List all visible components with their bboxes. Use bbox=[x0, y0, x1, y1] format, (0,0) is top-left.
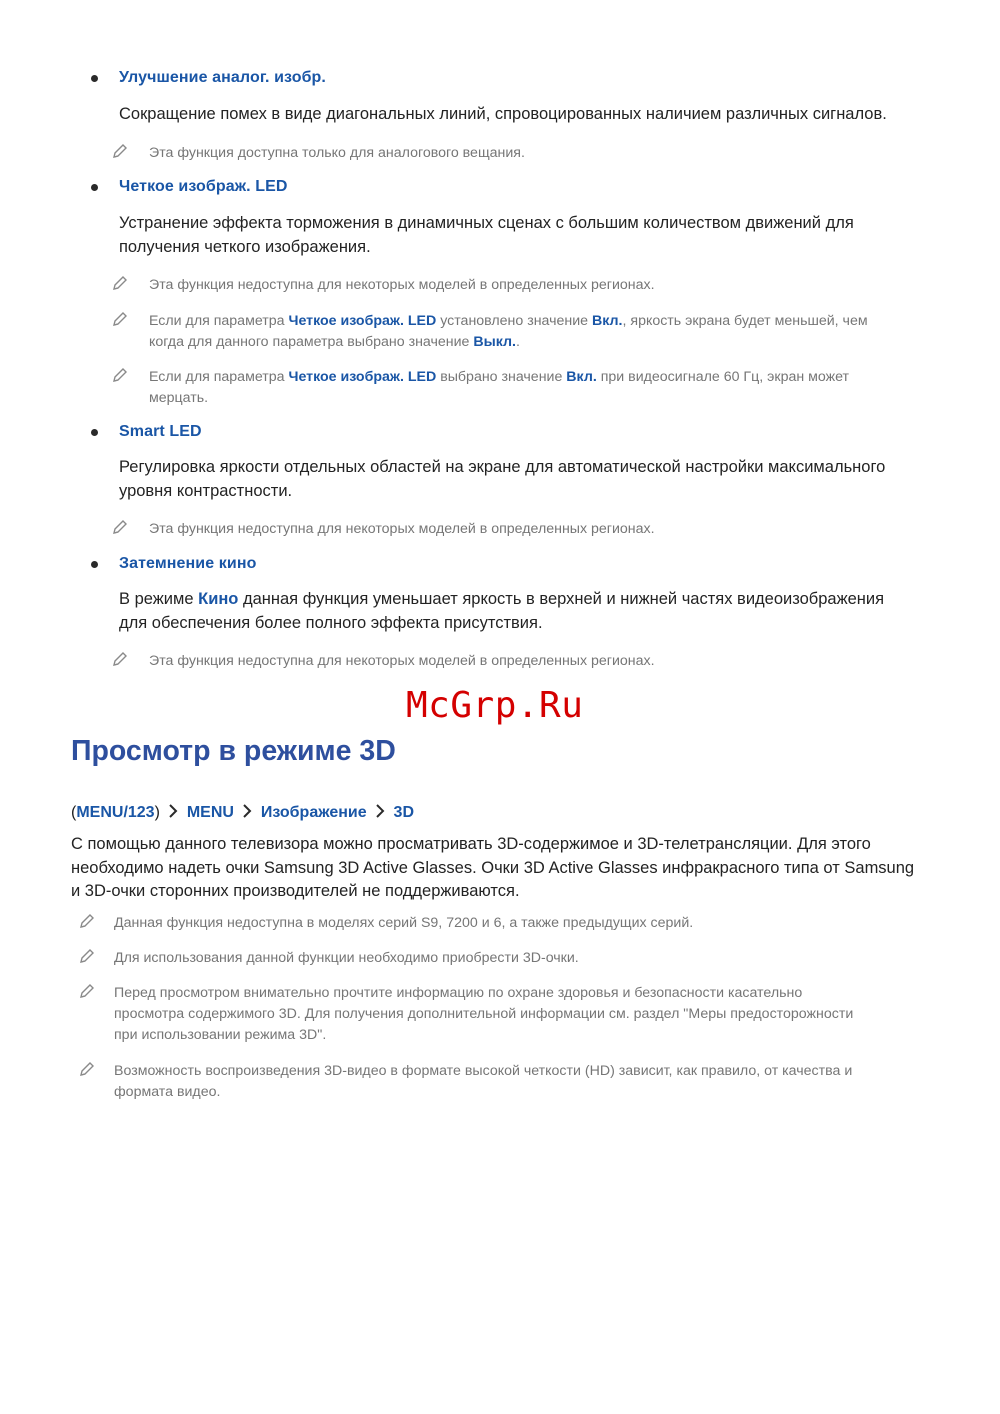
note-pencil-icon bbox=[111, 142, 129, 160]
note-3d-safety: Перед просмотром внимательно прочтите информацию по охране здоровья и безопасности касательно просмотра содержимого 3D. Для получения дополнительной информации см. раздел "Меры предосторожности при использовании режима 3D". bbox=[114, 985, 854, 1043]
breadcrumb bbox=[71, 803, 414, 822]
note-clear-led-1: Эта функция недоступна для некоторых моделей в определенных регионах. bbox=[149, 277, 655, 293]
bullet-icon bbox=[91, 429, 98, 436]
note-clear-led-3: Если для параметра Четкое изображ. LED выбрано значение Вкл. при видеосигнале 60 Гц, экран может мерцать. bbox=[149, 369, 850, 406]
note-pencil-icon bbox=[111, 366, 129, 384]
item-description-cinema-black: В режиме Кино данная функция уменьшает яркость в верхней и нижней частях видеоизображения для обеспечения более полного эффекта присутствия. bbox=[119, 590, 885, 632]
bullet-icon bbox=[91, 561, 98, 568]
note-3d-glasses: Для использования данной функции необходимо приобрести 3D-очки. bbox=[114, 950, 579, 966]
section-intro: С помощью данного телевизора можно просматривать 3D-содержимое и 3D-телетрансляции. Для этого необходимо надеть очки Samsung 3D Active Glasses. Очки 3D Active Glasses инфракрасного типа от Samsung и 3D-очки сторонних производителей не поддерживаются. bbox=[71, 835, 915, 900]
item-title-smart-led: Smart LED bbox=[119, 423, 202, 440]
breadcrumb-picture: Изображение bbox=[260, 804, 367, 821]
breadcrumb-3d: 3D bbox=[393, 804, 414, 821]
item-description-analog: Сокращение помех в виде диагональных линий, спровоцированных наличием различных сигналов. bbox=[119, 105, 887, 123]
chevron-right-icon bbox=[372, 803, 388, 819]
breadcrumb-menu123: MENU/123 bbox=[76, 804, 155, 821]
breadcrumb-open-paren: ( bbox=[71, 804, 77, 821]
breadcrumb-menu: MENU bbox=[186, 804, 234, 821]
bullet-icon bbox=[91, 184, 98, 191]
item-description-smart-led: Регулировка яркости отдельных областей на экране для автоматической настройки максимального уровня контрастности. bbox=[119, 458, 886, 500]
watermark: McGrp.Ru bbox=[406, 685, 584, 726]
note-pencil-icon bbox=[78, 947, 96, 965]
note-pencil-icon bbox=[78, 912, 96, 930]
note-3d-hd: Возможность воспроизведения 3D-видео в формате высокой четкости (HD) зависит, как правило, от качества и формата видео. bbox=[114, 1063, 853, 1100]
note-pencil-icon bbox=[111, 310, 129, 328]
item-title-cinema-black: Затемнение кино bbox=[119, 555, 257, 572]
note-pencil-icon bbox=[78, 1060, 96, 1078]
chevron-right-icon bbox=[239, 803, 255, 819]
note-smart-led: Эта функция недоступна для некоторых моделей в определенных регионах. bbox=[149, 521, 655, 537]
note-cinema-black: Эта функция недоступна для некоторых моделей в определенных регионах. bbox=[149, 653, 655, 669]
item-title-analog: Улучшение аналог. изобр. bbox=[119, 69, 326, 86]
item-description-clear-led: Устранение эффекта торможения в динамичных сценах с большим количеством движений для получения четкого изображения. bbox=[119, 214, 854, 256]
note-pencil-icon bbox=[111, 518, 129, 536]
note-analog: Эта функция доступна только для аналогового вещания. bbox=[149, 145, 525, 161]
note-clear-led-2: Если для параметра Четкое изображ. LED установлено значение Вкл., яркость экрана будет меньшей, чем когда для данного параметра выбрано значение Выкл.. bbox=[149, 313, 868, 350]
item-title-clear-led: Четкое изображ. LED bbox=[119, 178, 288, 195]
note-pencil-icon bbox=[78, 982, 96, 1000]
note-pencil-icon bbox=[111, 274, 129, 292]
note-3d-models: Данная функция недоступна в моделях серий S9, 7200 и 6, а также предыдущих серий. bbox=[114, 915, 694, 931]
breadcrumb-close-paren: ) bbox=[154, 804, 160, 821]
note-pencil-icon bbox=[111, 650, 129, 668]
section-title: Просмотр в режиме 3D bbox=[71, 735, 396, 767]
chevron-right-icon bbox=[165, 803, 181, 819]
bullet-icon bbox=[91, 75, 98, 82]
